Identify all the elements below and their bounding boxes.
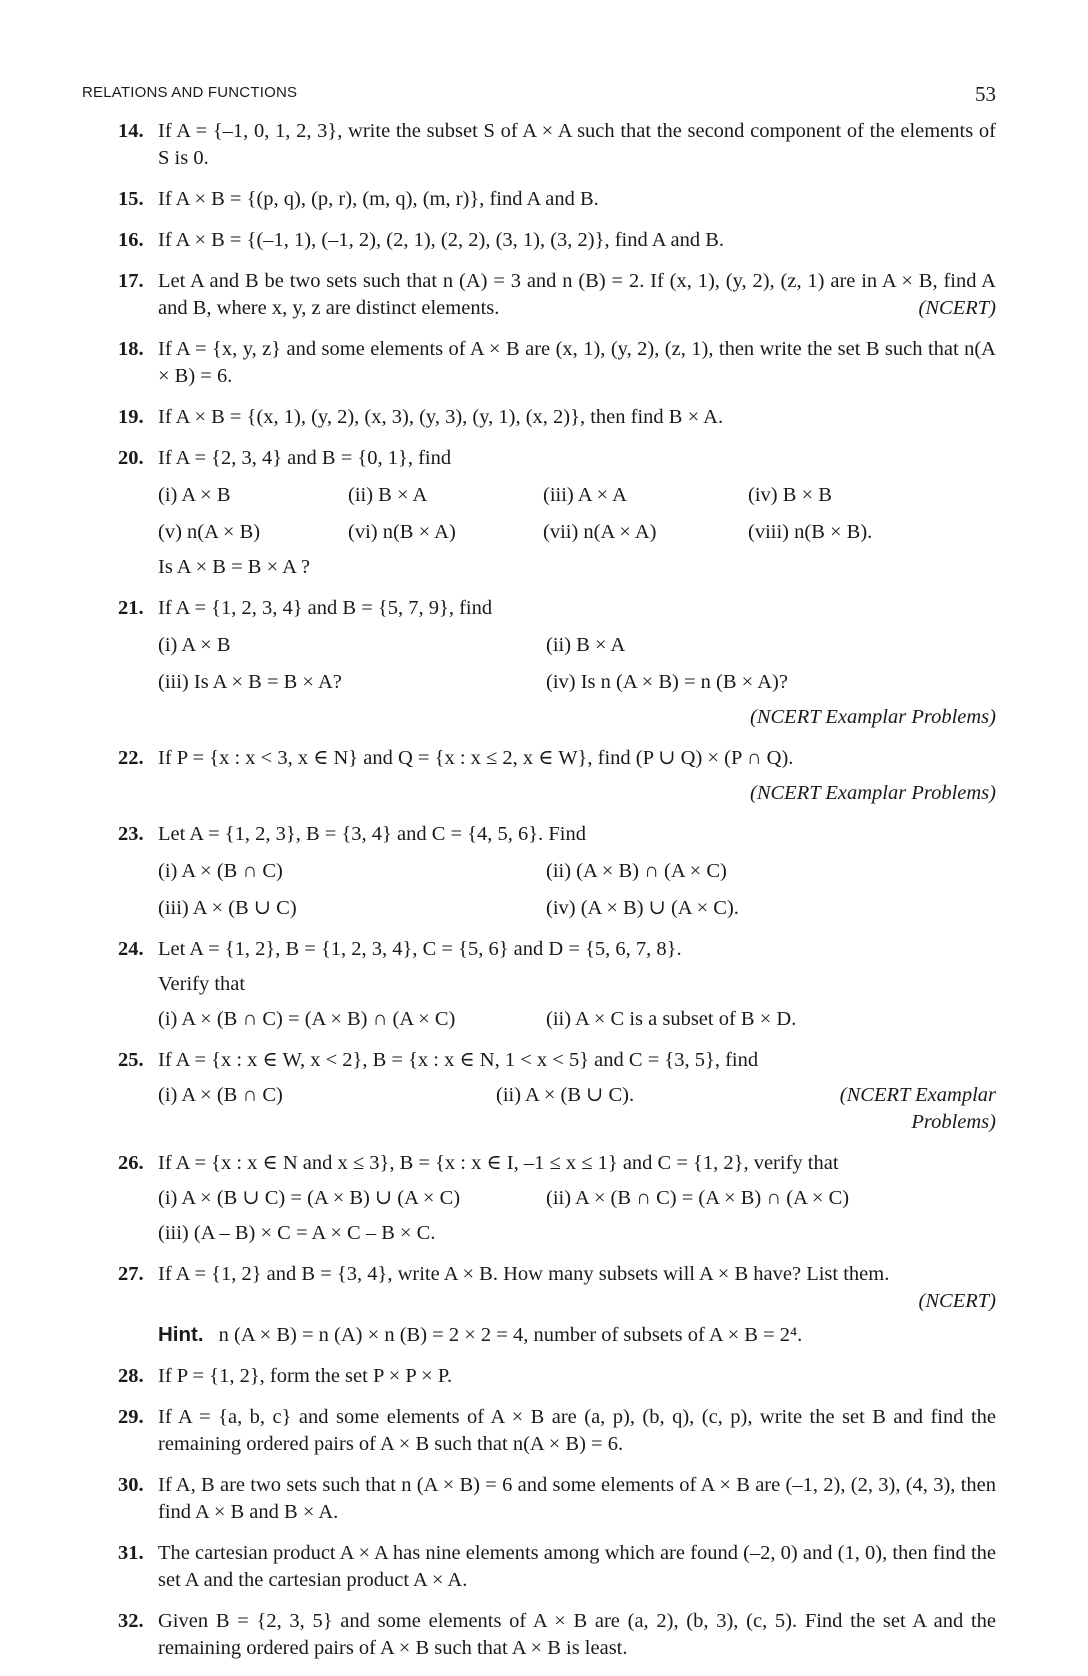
problem-list bbox=[118, 118, 996, 1676]
problem-number: 19. bbox=[118, 406, 144, 428]
running-head: RELATIONS AND FUNCTIONS bbox=[82, 84, 298, 101]
problem-number: 15. bbox=[118, 188, 144, 210]
problem-number: 22. bbox=[118, 747, 144, 769]
source-citation: (NCERT) bbox=[918, 1290, 996, 1312]
sub-part: (iv) B × B bbox=[748, 484, 832, 506]
problem-17 bbox=[118, 268, 996, 322]
hint bbox=[158, 1321, 996, 1349]
problem-text: If A = {1, 2} and B = {3, 4}, write A × B. How many subsets will A × B have? List them. bbox=[158, 1263, 890, 1285]
problem-32 bbox=[118, 1608, 996, 1662]
problem-number: 17. bbox=[118, 270, 144, 292]
sub-part: (viii) n(B × B). bbox=[748, 521, 873, 543]
problem-text: If A × B = {(p, q), (p, r), (m, q), (m, r)}, find A and B. bbox=[158, 188, 599, 210]
problem-25 bbox=[118, 1047, 996, 1136]
problem-number: 28. bbox=[118, 1365, 144, 1387]
source-citation: (NCERT Examplar Problems) bbox=[750, 706, 996, 728]
sub-part: (vii) n(A × A) bbox=[543, 521, 657, 543]
problem-text: If A = {1, 2, 3, 4} and B = {5, 7, 9}, find bbox=[158, 597, 493, 619]
sub-part: (ii) (A × B) ∩ (A × C) bbox=[546, 860, 727, 882]
problem-23 bbox=[118, 821, 996, 922]
sub-part: (ii) B × A bbox=[546, 634, 626, 656]
sub-part: (iv) Is n (A × B) = n (B × A)? bbox=[546, 671, 788, 693]
sub-part: (iii) A × (B ∪ C) bbox=[158, 897, 297, 919]
problem-text: If P = {1, 2}, form the set P × P × P. bbox=[158, 1365, 453, 1387]
sub-part: (i) A × B bbox=[158, 634, 231, 656]
problem-number: 30. bbox=[118, 1474, 144, 1496]
source-citation: (NCERT Examplar Problems) bbox=[839, 1084, 996, 1133]
problem-text: If P = {x : x < 3, x ∈ N} and Q = {x : x ≤ 2, x ∈ W}, find (P ∪ Q) × (P ∩ Q). bbox=[158, 747, 794, 769]
sub-parts bbox=[158, 632, 996, 696]
problem-number: 20. bbox=[118, 447, 144, 469]
problem-number: 18. bbox=[118, 338, 144, 360]
problem-30 bbox=[118, 1472, 996, 1526]
problem-text: If A = {a, b, c} and some elements of A × B are (a, p), (b, q), (c, p), write the set B and find the remaining ordered pairs of A × B such that n(A × B) = 6. bbox=[158, 1406, 996, 1455]
problem-text: If A = {x : x ∈ W, x < 2}, B = {x : x ∈ N, 1 < x < 5} and C = {3, 5}, find bbox=[158, 1049, 759, 1071]
source-citation: (NCERT) bbox=[918, 297, 996, 319]
problem-number: 21. bbox=[118, 597, 144, 619]
problem-22 bbox=[118, 745, 996, 807]
source-citation: (NCERT Examplar Problems) bbox=[750, 782, 996, 804]
problem-number: 32. bbox=[118, 1610, 144, 1632]
problem-text: Let A = {1, 2}, B = {1, 2, 3, 4}, C = {5, 6} and D = {5, 6, 7, 8}. bbox=[158, 938, 682, 960]
problem-15 bbox=[118, 186, 996, 213]
problem-27 bbox=[118, 1261, 996, 1349]
sub-parts bbox=[158, 1185, 996, 1212]
problem-19 bbox=[118, 404, 996, 431]
problem-number: 23. bbox=[118, 823, 144, 845]
sub-parts bbox=[158, 1082, 996, 1136]
problem-question: Is A × B = B × A ? bbox=[158, 556, 311, 578]
sub-part: (iii) Is A × B = B × A? bbox=[158, 671, 342, 693]
problem-31 bbox=[118, 1540, 996, 1594]
hint-text: n (A × B) = n (A) × n (B) = 2 × 2 = 4, number of subsets of A × B = 2⁴. bbox=[218, 1324, 803, 1346]
problem-29 bbox=[118, 1404, 996, 1458]
problem-16 bbox=[118, 227, 996, 254]
sub-part: (ii) A × (B ∩ C) = (A × B) ∩ (A × C) bbox=[546, 1187, 850, 1209]
sub-part: (iii) A × A bbox=[543, 484, 627, 506]
problem-number: 24. bbox=[118, 938, 144, 960]
sub-parts bbox=[158, 858, 996, 922]
problem-28 bbox=[118, 1363, 996, 1390]
problem-text: If A = {x, y, z} and some elements of A × B are (x, 1), (y, 2), (z, 1), then write the set B such that n(A × B) = 6. bbox=[158, 338, 996, 387]
sub-part: (i) A × (B ∩ C) = (A × B) ∩ (A × C) bbox=[158, 1008, 456, 1030]
sub-part: (v) n(A × B) bbox=[158, 521, 261, 543]
problem-21 bbox=[118, 595, 996, 731]
problem-text: Let A = {1, 2, 3}, B = {3, 4} and C = {4, 5, 6}. Find bbox=[158, 823, 586, 845]
problem-text: If A × B = {(x, 1), (y, 2), (x, 3), (y, 3), (y, 1), (x, 2)}, then find B × A. bbox=[158, 406, 724, 428]
problem-number: 16. bbox=[118, 229, 144, 251]
problem-text: If A × B = {(–1, 1), (–1, 2), (2, 1), (2, 2), (3, 1), (3, 2)}, find A and B. bbox=[158, 229, 725, 251]
problem-text: If A = {x : x ∈ N and x ≤ 3}, B = {x : x ∈ I, –1 ≤ x ≤ 1} and C = {1, 2}, verify that bbox=[158, 1152, 839, 1174]
problem-number: 14. bbox=[118, 120, 144, 142]
problem-24 bbox=[118, 936, 996, 1033]
sub-part: (iii) (A – B) × C = A × C – B × C. bbox=[158, 1222, 436, 1244]
problem-text: If A = {–1, 0, 1, 2, 3}, write the subset S of A × A such that the second component of the elements of S is 0. bbox=[158, 120, 996, 169]
problem-number: 31. bbox=[118, 1542, 144, 1564]
sub-part: (i) A × (B ∩ C) bbox=[158, 1084, 283, 1106]
problem-number: 27. bbox=[118, 1263, 144, 1285]
sub-part: (iv) (A × B) ∪ (A × C). bbox=[546, 897, 739, 919]
sub-part: (i) A × B bbox=[158, 484, 231, 506]
sub-parts bbox=[158, 482, 996, 546]
page-number: 53 bbox=[975, 82, 996, 106]
hint-label: Hint. bbox=[158, 1323, 204, 1346]
problem-number: 25. bbox=[118, 1049, 144, 1071]
problem-text: Given B = {2, 3, 5} and some elements of A × B are (a, 2), (b, 3), (c, 5). Find the set A and the remaining ordered pairs of A × B such that A × B is least. bbox=[158, 1610, 996, 1659]
sub-part: (vi) n(B × A) bbox=[348, 521, 456, 543]
sub-parts bbox=[158, 1006, 996, 1033]
problem-text: If A, B are two sets such that n (A × B) = 6 and some elements of A × B are (–1, 2), (2, 3), (4, 3), then find A × B and B × A. bbox=[158, 1474, 996, 1523]
problem-number: 29. bbox=[118, 1406, 144, 1428]
sub-part: (i) A × (B ∩ C) bbox=[158, 860, 283, 882]
sub-part: (ii) B × A bbox=[348, 484, 428, 506]
sub-part: (ii) A × C is a subset of B × D. bbox=[546, 1008, 797, 1030]
verify-label: Verify that bbox=[158, 973, 246, 995]
problem-14 bbox=[118, 118, 996, 172]
problem-26 bbox=[118, 1150, 996, 1247]
sub-part: (ii) A × (B ∪ C). bbox=[496, 1084, 635, 1106]
sub-part: (i) A × (B ∪ C) = (A × B) ∪ (A × C) bbox=[158, 1187, 461, 1209]
problem-text: If A = {2, 3, 4} and B = {0, 1}, find bbox=[158, 447, 452, 469]
problem-18 bbox=[118, 336, 996, 390]
problem-number: 26. bbox=[118, 1152, 144, 1174]
problem-text: Let A and B be two sets such that n (A) = 3 and n (B) = 2. If (x, 1), (y, 2), (z, 1) are in A × B, find A and B, where x, y, z are distinct elements. bbox=[158, 270, 996, 319]
problem-20 bbox=[118, 445, 996, 581]
problem-text: The cartesian product A × A has nine elements among which are found (–2, 0) and (1, 0), then find the set A and the cartesian product A × A. bbox=[158, 1542, 996, 1591]
